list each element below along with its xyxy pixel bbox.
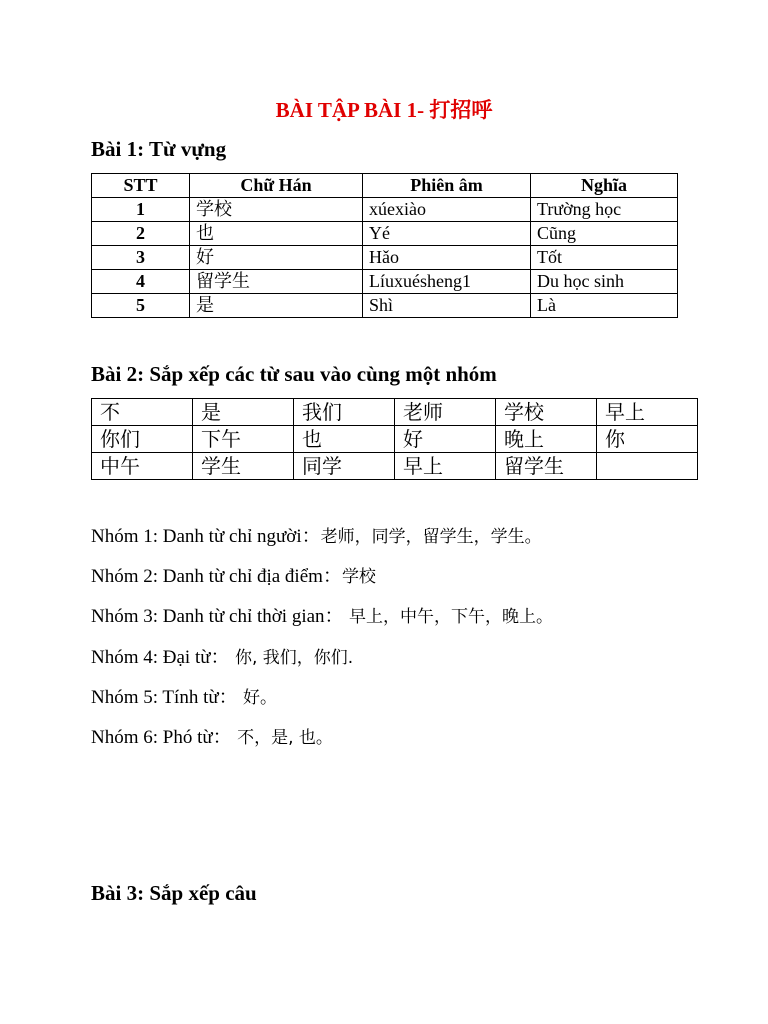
word-cell: 老师: [395, 399, 496, 426]
word-cell: 好: [395, 426, 496, 453]
group-label: Nhóm 5: Tính từ：: [91, 687, 238, 708]
word-cell: [597, 453, 698, 480]
word-cell: 下午: [193, 426, 294, 453]
word-cell: 晚上: [496, 426, 597, 453]
table-row: [92, 399, 698, 426]
pinyin: Shì: [363, 294, 531, 318]
group-label: Nhóm 6: Phó từ：: [91, 727, 232, 748]
word-cell: 也: [294, 426, 395, 453]
group-5: [91, 682, 277, 709]
group-label: Nhóm 3: Danh từ chỉ thời gian：: [91, 606, 344, 627]
vocabulary-header-row: [92, 174, 678, 198]
pinyin: Yé: [363, 222, 531, 246]
word-cell: 早上: [395, 453, 496, 480]
meaning: Du học sinh: [531, 270, 678, 294]
row-number: 4: [92, 270, 190, 294]
group-answer: 你, 我们，你们.: [229, 648, 354, 668]
word-grid-table: [91, 398, 698, 480]
group-1: [91, 521, 542, 548]
exercise3-heading: Bài 3: Sắp xếp câu: [91, 881, 257, 905]
word-cell: 早上: [597, 399, 698, 426]
word-cell: 中午: [92, 453, 193, 480]
group-2: [91, 561, 376, 588]
row-number: 2: [92, 222, 190, 246]
group-answer: 学校: [341, 567, 376, 587]
row-number: 1: [92, 198, 190, 222]
chinese-word: 是: [190, 294, 363, 318]
chinese-word: 好: [190, 246, 363, 270]
chinese-word: 留学生: [190, 270, 363, 294]
meaning: Là: [531, 294, 678, 318]
pinyin: xúexiào: [363, 198, 531, 222]
word-cell: 不: [92, 399, 193, 426]
table-row: [92, 222, 678, 246]
table-row: [92, 198, 678, 222]
word-cell: 学校: [496, 399, 597, 426]
pinyin: Hǎo: [363, 246, 531, 270]
group-answer: 好。: [237, 688, 278, 708]
table-row: [92, 453, 698, 480]
vocabulary-table: [91, 173, 678, 318]
exercise2-heading: Bài 2: Sắp xếp các từ sau vào cùng một nhóm: [91, 362, 497, 386]
header-phien-am: Phiên âm: [363, 174, 531, 198]
group-answer: 不，是, 也。: [231, 728, 333, 748]
exercise1-heading: Bài 1: Từ vựng: [91, 137, 227, 161]
table-row: [92, 426, 698, 453]
header-chu-han: Chữ Hán: [190, 174, 363, 198]
group-label: Nhóm 4: Đại từ：: [91, 647, 230, 668]
table-row: [92, 246, 678, 270]
document-title: BÀI TẬP BÀI 1- 打招呼: [275, 98, 493, 122]
group-label: Nhóm 1: Danh từ chỉ người：: [91, 526, 321, 547]
group-answer: 老师，同学，留学生，学生。: [320, 527, 542, 547]
group-label: Nhóm 2: Danh từ chỉ địa điểm：: [91, 566, 342, 587]
header-stt: STT: [92, 174, 190, 198]
group-3: [91, 601, 553, 628]
pinyin: Líuxuésheng1: [363, 270, 531, 294]
header-nghia: Nghĩa: [531, 174, 678, 198]
word-cell: 学生: [193, 453, 294, 480]
group-answer: 早上，中午，下午，晚上。: [343, 607, 553, 627]
chinese-word: 也: [190, 222, 363, 246]
table-row: [92, 270, 678, 294]
word-cell: 你: [597, 426, 698, 453]
word-cell: 留学生: [496, 453, 597, 480]
table-row: [92, 294, 678, 318]
meaning: Cũng: [531, 222, 678, 246]
chinese-word: 学校: [190, 198, 363, 222]
word-cell: 我们: [294, 399, 395, 426]
group-4: [91, 642, 353, 669]
word-cell: 同学: [294, 453, 395, 480]
meaning: Trường học: [531, 198, 678, 222]
word-cell: 你们: [92, 426, 193, 453]
group-6: [91, 722, 333, 749]
row-number: 5: [92, 294, 190, 318]
row-number: 3: [92, 246, 190, 270]
meaning: Tốt: [531, 246, 678, 270]
word-cell: 是: [193, 399, 294, 426]
